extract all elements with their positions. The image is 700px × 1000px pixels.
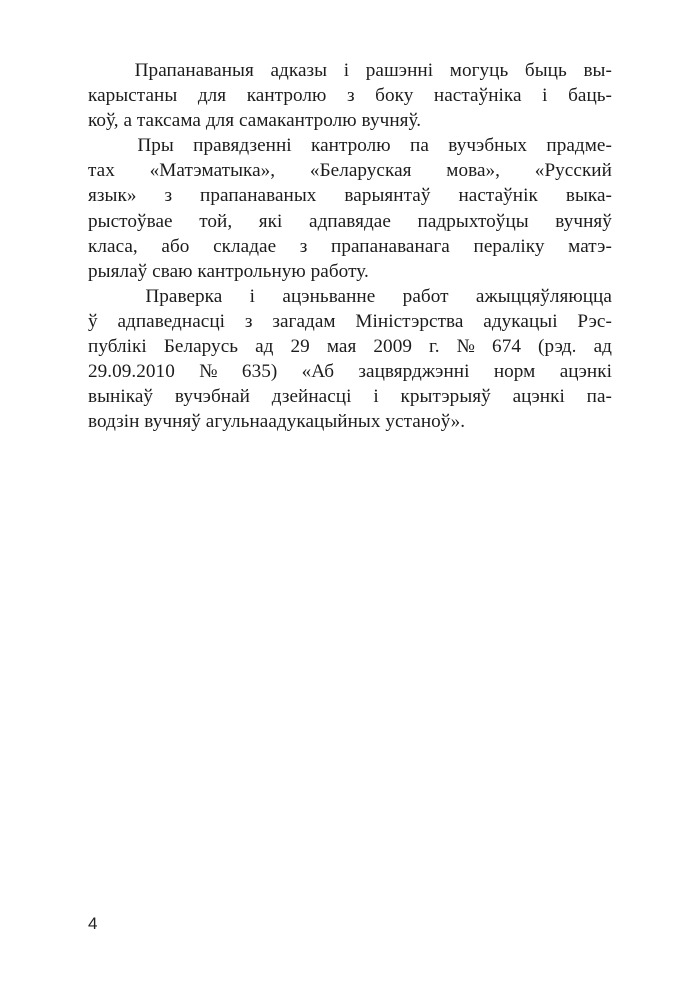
text-line — [88, 359, 612, 384]
word: язык» — [88, 185, 137, 207]
word: Праверка — [145, 285, 223, 307]
text-line: рыялаў сваю кантрольную работу. — [88, 260, 369, 282]
text-line — [88, 158, 612, 183]
word: з — [299, 235, 308, 257]
word: 635) — [241, 361, 278, 383]
word: работ — [402, 285, 449, 307]
word: па- — [586, 386, 612, 408]
paragraph-1 — [88, 58, 612, 133]
word: і — [542, 85, 548, 107]
word: варыянтаў — [344, 185, 431, 207]
word: вы- — [583, 60, 612, 81]
word: настаўніка — [433, 85, 522, 107]
word: мова», — [446, 160, 501, 182]
word: і — [249, 285, 256, 307]
word: г. — [429, 336, 440, 358]
word: (рэд. — [538, 336, 577, 358]
word: класа, — [88, 235, 138, 257]
word: складае — [213, 235, 277, 257]
word: норм — [493, 361, 536, 383]
word: адукацыі — [483, 310, 558, 332]
word: могуць — [449, 60, 509, 81]
word: вучэбнай — [174, 386, 250, 408]
word: з — [346, 85, 355, 107]
word: выка- — [565, 185, 612, 207]
word: які — [258, 210, 283, 232]
page-number: 4 — [88, 914, 98, 933]
text-line — [88, 384, 612, 409]
word: тах — [88, 160, 115, 182]
word: 674 — [492, 336, 521, 358]
word: з — [164, 185, 173, 207]
word: боку — [375, 85, 414, 107]
word: адказы — [270, 60, 328, 81]
text-line — [88, 234, 612, 259]
word: адпавядае — [309, 210, 391, 232]
text-line — [88, 133, 612, 158]
word: настаўнік — [458, 185, 538, 207]
body-text-block — [88, 58, 612, 434]
text-line — [88, 309, 612, 334]
word: рыстоўвае — [88, 210, 173, 232]
paragraph-2 — [88, 133, 612, 284]
word: правядзенні — [193, 135, 292, 157]
word: пераліку — [473, 235, 545, 257]
word: або — [161, 235, 190, 257]
word: быць — [524, 60, 567, 81]
word: публікі — [88, 336, 147, 358]
word: баць- — [568, 85, 612, 107]
word: Рэс- — [577, 310, 612, 332]
text-line: водзін вучняў агульнаадукацыйных устаноў». — [88, 411, 466, 433]
word: «Беларуская — [309, 160, 412, 182]
text-line — [88, 183, 612, 208]
word: той, — [199, 210, 233, 232]
word: зацвярджэнні — [358, 361, 470, 383]
word: падрыхтоўцы — [417, 210, 529, 232]
word: па — [410, 135, 429, 157]
word: вучэбных — [448, 135, 528, 157]
word: Прапанаваныя — [134, 60, 254, 81]
word: № — [456, 336, 476, 358]
word: для — [197, 85, 227, 107]
word: 2009 — [373, 336, 412, 358]
text-line — [88, 209, 612, 234]
word: ажыццяўляюцца — [475, 285, 612, 307]
word: «Русский — [534, 160, 612, 182]
word: ацэньванне — [282, 285, 376, 307]
word: 29 — [290, 336, 310, 358]
text-line: коў, а таксама для самакантролю вучняў. — [88, 110, 422, 132]
word: кантролю — [246, 85, 327, 107]
word: ацэнкі — [512, 386, 565, 408]
word: дзейнасці — [271, 386, 352, 408]
word: рашэнні — [365, 60, 434, 81]
text-line — [88, 334, 612, 359]
word: Міністэрства — [355, 310, 464, 332]
word: «Матэматыка», — [149, 160, 276, 182]
word: карыстаны — [88, 85, 178, 107]
paragraph-3 — [88, 284, 612, 435]
word: прапанаваных — [200, 185, 317, 207]
word: Пры — [137, 135, 174, 157]
text-line — [88, 284, 612, 309]
word: матэ- — [568, 235, 612, 257]
word: і — [343, 60, 350, 81]
text-line — [88, 83, 612, 108]
word: «Аб — [301, 361, 335, 383]
text-line — [88, 58, 612, 83]
word: ад — [593, 336, 612, 358]
word: ацэнкі — [559, 361, 612, 383]
word: прадме- — [546, 135, 612, 157]
word: ў — [88, 310, 98, 332]
word: прапанаванага — [331, 235, 450, 257]
paragraph-indent — [88, 133, 118, 158]
word: вучняў — [555, 210, 612, 232]
word: кантролю — [311, 135, 391, 157]
word: вынікаў — [88, 386, 154, 408]
word: крытэрыяў — [400, 386, 491, 408]
word: з — [244, 310, 253, 332]
paragraph-indent — [88, 58, 118, 83]
paragraph-indent — [88, 284, 118, 309]
word: ад — [255, 336, 274, 358]
word: мая — [326, 336, 357, 358]
word: Беларусь — [163, 336, 239, 358]
word: 29.09.2010 — [88, 361, 175, 383]
word: загадам — [272, 310, 336, 332]
word: адпаведнасці — [117, 310, 226, 332]
word: і — [373, 386, 379, 408]
word: № — [199, 361, 218, 383]
